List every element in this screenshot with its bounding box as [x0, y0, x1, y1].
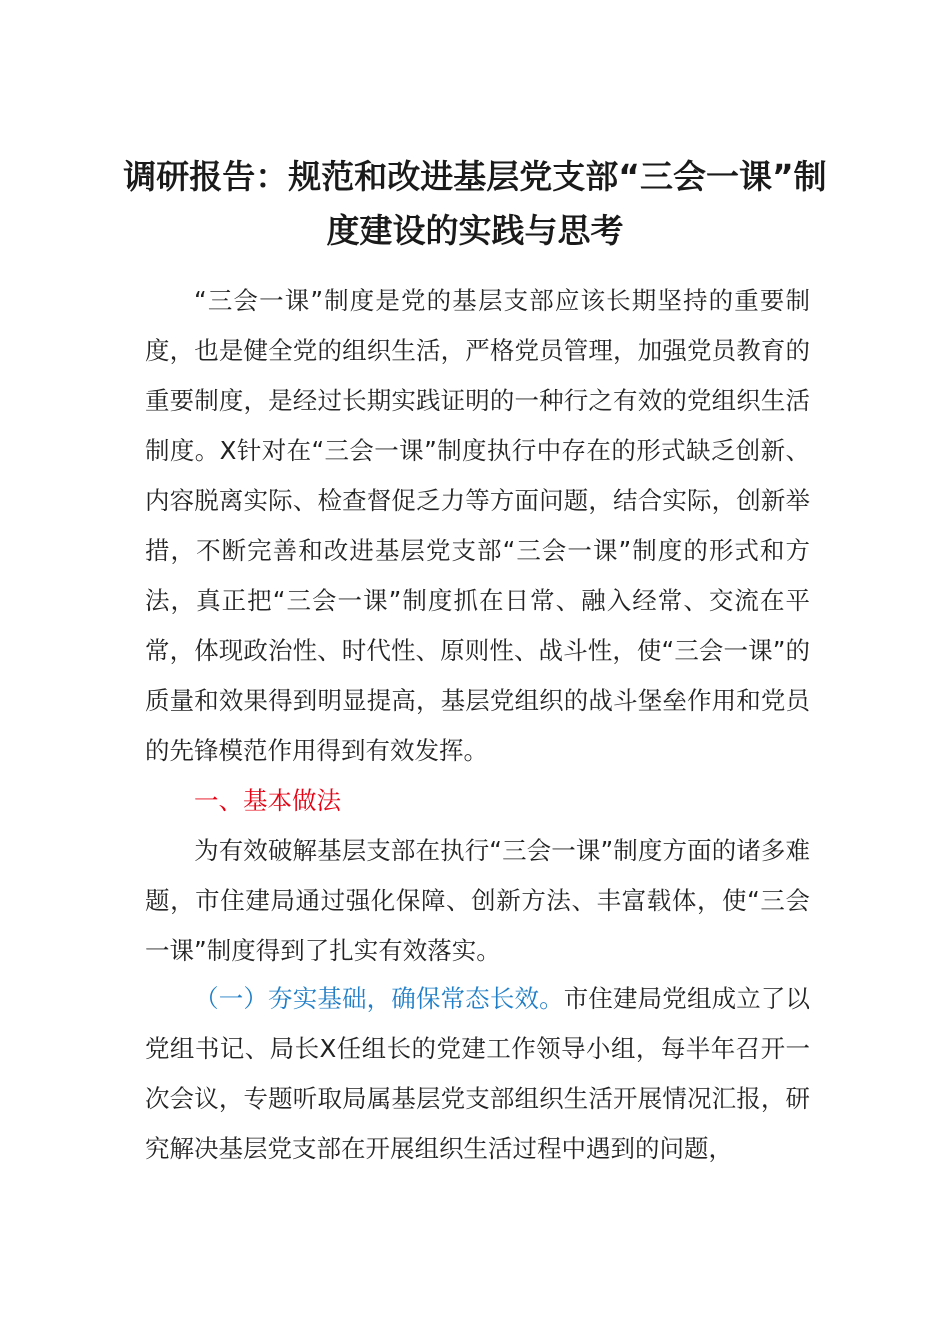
section-heading-basic-practices: 一、基本做法 — [194, 786, 341, 815]
subsection-lead: （一）夯实基础，确保常态长效。 — [194, 984, 564, 1013]
paragraph-intro-text: “三会一课”制度是党的基层支部应该长期坚持的重要制度，也是健全党的组织生活，严格党员管理，加强党员教育的重要制度，是经过长期实践证明的一种行之有效的党组织生活制度。X针对在“三会一课”制度执行中存在的形式缺乏创新、内容脱离实际、检查督促乏力等方面问题，结合实际，创新举措，不断完善和改进基层党支部“三会一课”制度的形式和方法，真正把“三会一课”制度抓在日常、融入经常、交流在平常，体现政治性、时代性、原则性、战斗性，使“三会一课”的质量和效果得到明显提高，基层党组织的战斗堡垒作用和党员的先锋模范作用得到有效发挥。 — [145, 286, 810, 765]
paragraph-subsection-1-text: 市住建局党组成立了以党组书记、局长X任组长的党建工作领导小组，每半年召开一次会议，专题听取局属基层党支部组织生活开展情况汇报，研究解决基层党支部在开展组织生活过程中遇到的问题， — [145, 984, 811, 1163]
paragraph-intro — [145, 276, 810, 776]
paragraph-basic-practices — [145, 826, 810, 976]
document-title: 调研报告：规范和改进基层党支部“三会一课”制度建设的实践与思考 — [123, 157, 827, 250]
paragraph-subsection-1 — [145, 974, 810, 1174]
paragraph-basic-practices-text: 为有效破解基层支部在执行“三会一课”制度方面的诸多难题，市住建局通过强化保障、创新方法、丰富载体，使“三会一课”制度得到了扎实有效落实。 — [145, 836, 810, 965]
